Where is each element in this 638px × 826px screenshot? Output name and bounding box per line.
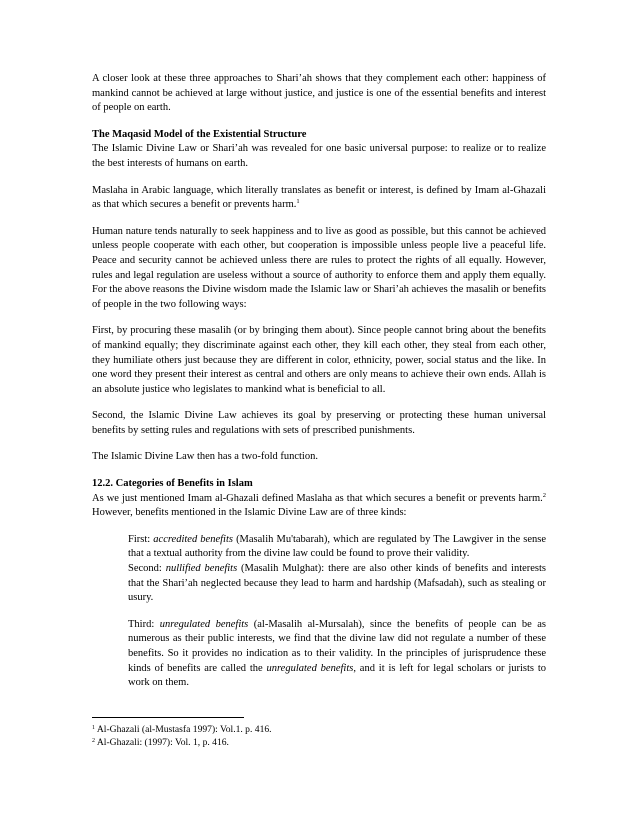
human-nature-paragraph: Human nature tends naturally to seek happiness and to live as good as possible, but this cannot be achieved unless people cooperate with each other, but cooperation is impossible unless people live a peaceful life. Peace and security cannot be achieved unless there are rules to protect the rights of all equally. However, rules and legal regulation are useless without a source of authority to enforce them and apply them equally. For the above reasons the Divine wisdom made the Islamic law or Shari’ah achieves the masalih or benefits of people in the two following ways: xyxy=(92,225,546,310)
maslaha-text: Maslaha in Arabic language, which literally translates as benefit or interest, is defined by Imam al-Ghazali as that which secures a benefit or prevents harm. xyxy=(92,184,546,211)
footnote-1-number: 1 xyxy=(92,725,95,731)
kind-unregulated-term-2: unregulated benefits xyxy=(266,662,354,674)
kind-nullified-lead: Second: xyxy=(128,563,166,575)
categories-text-b: However, benefits mentioned in the Islamic Divine Law are of three kinds: xyxy=(92,507,407,519)
footnote-1-text: Al-Ghazali (al-Mustasfa 1997): Vol.1. p. 416. xyxy=(95,724,272,735)
kind-unregulated-rest-a: (al-Masalih al-Mursalah), since the benefits of people can be as numerous as their public interests, we find that the divine law did not regulate a number of these benefits. So it provides no indication as to their validity. In the principles of jurisprudence these kinds of benefits are called the xyxy=(128,618,547,674)
second-way-paragraph: Second, the Islamic Divine Law achieves its goal by preserving or protecting these human universal benefits by setting rules and regulations with sets of prescribed punishments. xyxy=(92,410,546,436)
categories-paragraph xyxy=(92,492,546,521)
footnote-1 xyxy=(92,724,546,737)
footnote-2 xyxy=(92,737,546,750)
kind-accredited-lead: First: xyxy=(128,533,154,545)
footnotes xyxy=(92,717,546,749)
footnote-2-text: Al-Ghazali: (1997): Vol. 1, p. 416. xyxy=(95,736,229,748)
kind-accredited-term: accredited benefits xyxy=(153,533,233,545)
footnote-ref-2: 2 xyxy=(542,491,546,499)
kind-unregulated-lead: Third: xyxy=(128,618,160,630)
categories-heading: 12.2. Categories of Benefits in Islam xyxy=(92,478,253,490)
kind-unregulated-term: unregulated benefits xyxy=(159,618,249,630)
footnote-2-number: 2 xyxy=(92,737,95,744)
footnote-divider xyxy=(92,717,244,718)
kind-nullified-term: nullified benefits xyxy=(165,563,238,575)
kind-accredited-rest: (Masalih Mu'tabarah), which are regulated by The Lawgiver in the sense that a textual authority from the divine law could be found to prove their validity. xyxy=(128,533,546,560)
kind-unregulated xyxy=(128,618,546,691)
kind-nullified-rest: (Masalih Mulghat): there are also other kinds of benefits and interests that the Shari’ah neglected because they lead to harm and hardship (Mafsadah), such as stealing or usury. xyxy=(128,563,547,604)
kind-nullified xyxy=(128,562,546,606)
maslaha-paragraph xyxy=(92,184,546,213)
kind-accredited xyxy=(128,533,546,562)
footnote-ref-1: 1 xyxy=(296,198,300,206)
twofold-paragraph: The Islamic Divine Law then has a two-fold function. xyxy=(92,451,318,463)
categories-text-a: As we just mentioned Imam al-Ghazali defined Maslaha as that which secures a benefit or prevents harm. xyxy=(92,492,543,504)
maqasid-heading: The Maqasid Model of the Existential Structure xyxy=(92,128,307,140)
first-way-paragraph: First, by procuring these masalih (or by bringing them about). Since people cannot bring about the benefits of mankind equally; they discriminate against each other, they kill each other, they steal from each other, they humiliate others just because they are different in color, ethnicity, power, social status and the like. In one word they present their interest as central and others are only means to achieve their own ends. Allah is an absolute justice who legislates to mankind what is beneficial to all. xyxy=(92,325,546,395)
body-text xyxy=(92,72,546,703)
kind-unregulated-rest-b: , and it is left for legal scholars or jurists to work on them. xyxy=(128,662,546,689)
intro-paragraph: A closer look at these three approaches to Shari’ah shows that they complement each other: happiness of mankind cannot be achieved at large without justice, and justice is one of the essential benefits and interest of people on earth. xyxy=(92,73,546,114)
maqasid-paragraph: The Islamic Divine Law or Shari’ah was revealed for one basic universal purpose: to realize or to realize the best interests of humans on earth. xyxy=(92,143,546,169)
